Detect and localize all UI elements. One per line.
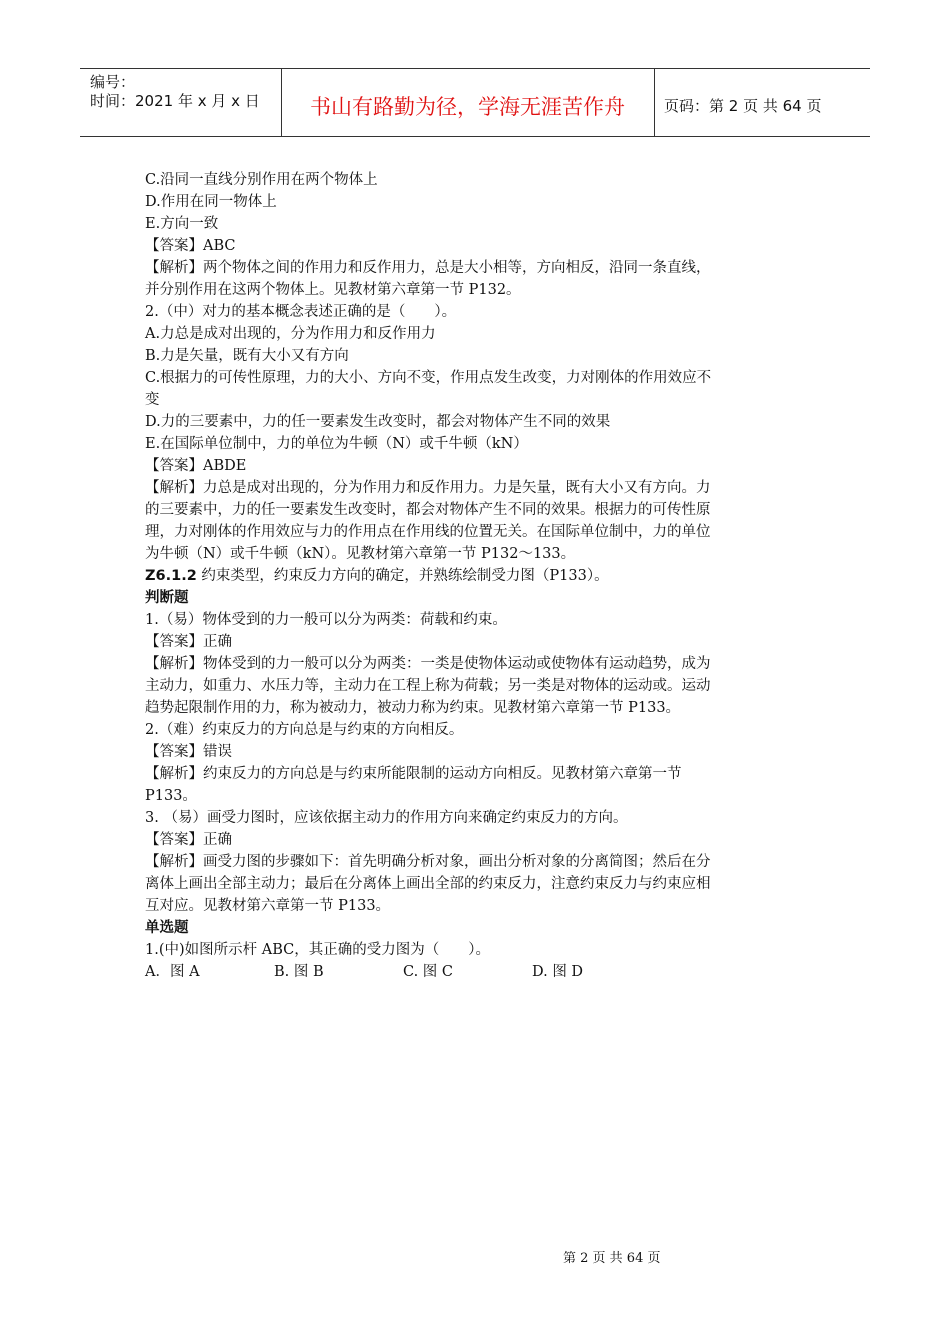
answer-option: B. 图 B (274, 964, 324, 980)
text-line: 【解析】物体受到的力一般可以分为两类：一类是使物体运动或使物体有运动趋势，成为 (145, 656, 711, 672)
text-line: D.作用在同一物体上 (145, 194, 277, 210)
text-line: 2.（中）对力的基本概念表述正确的是（ ）。 (145, 304, 457, 320)
text-line: 3. （易）画受力图时，应该依据主动力的作用方向来确定约束反力的方向。 (145, 810, 628, 826)
text-line: E.在国际单位制中，力的单位为牛顿（N）或千牛顿（kN） (145, 436, 528, 452)
text-line: 为牛顿（N）或千牛顿（kN）。见教材第六章第一节 P132～133。 (145, 546, 576, 562)
text-line: E.方向一致 (145, 216, 219, 232)
answer-option: A．图 A (145, 964, 200, 980)
header-divider (654, 69, 655, 136)
text-line: 【答案】ABC (145, 238, 236, 254)
text-line: 【解析】两个物体之间的作用力和反作用力，总是大小相等，方向相反，沿同一条直线， (145, 260, 711, 276)
text-line: B.力是矢量，既有大小又有方向 (145, 348, 349, 364)
text-line: 【解析】画受力图的步骤如下：首先明确分析对象，画出分析对象的分离简图；然后在分 (145, 854, 711, 870)
text-line: 【解析】约束反力的方向总是与约束所能限制的运动方向相反。见教材第六章第一节 (145, 766, 682, 782)
text-line: 1.（易）物体受到的力一般可以分为两类：荷载和约束。 (145, 612, 507, 628)
text-line: Z6.1.2 约束类型，约束反力方向的确定，并熟练绘制受力图（P133）。 (145, 568, 609, 584)
text-line: 2.（难）约束反力的方向总是与约束的方向相反。 (145, 722, 464, 738)
text-line: 的三要素中，力的任一要素发生改变时，都会对物体产生不同的效果。根据力的可传性原 (145, 502, 711, 518)
text-line: 【答案】正确 (145, 634, 232, 650)
header-motto: 书山有路勤为径，学海无涯苦作舟 (310, 95, 625, 119)
page-footer: 第 2 页 共 64 页 (563, 1251, 661, 1266)
page-header (80, 68, 870, 137)
text-line: 互对应。见教材第六章第一节 P133。 (145, 898, 391, 914)
section-heading: 判断题 (145, 590, 189, 606)
text-line: 1.(中)如图所示杆 ABC，其正确的受力图为（ ）。 (145, 942, 490, 958)
section-code: Z6.1.2 (145, 568, 197, 584)
text-line: C.沿同一直线分别作用在两个物体上 (145, 172, 378, 188)
text-line: 【答案】ABDE (145, 458, 247, 474)
text-line: 【答案】正确 (145, 832, 232, 848)
answer-options (145, 961, 825, 983)
text-line: 理，力对刚体的作用效应与力的作用点在作用线的位置无关。在国际单位制中，力的单位 (145, 524, 711, 540)
page-indicator: 页码：第 2 页 共 64 页 (664, 97, 822, 115)
document-time: 时间：2021 年 x 月 x 日 (90, 92, 260, 110)
text-line: 变 (145, 392, 160, 408)
text-line: 主动力，如重力、水压力等，主动力在工程上称为荷载；另一类是对物体的运动或。运动 (145, 678, 711, 694)
text-line: 【答案】错误 (145, 744, 232, 760)
text-line: C.根据力的可传性原理，力的大小、方向不变，作用点发生改变，力对刚体的作用效应不 (145, 370, 712, 386)
answer-option: C. 图 C (403, 964, 453, 980)
document-body (145, 169, 825, 983)
text-line: D.力的三要素中，力的任一要素发生改变时，都会对物体产生不同的效果 (145, 414, 611, 430)
answer-option: D. 图 D (532, 964, 584, 980)
text-line: 并分别作用在这两个物体上。见教材第六章第一节 P132。 (145, 282, 521, 298)
text-line: A.力总是成对出现的，分为作用力和反作用力 (145, 326, 436, 342)
text-line: 趋势起限制作用的力，称为被动力，被动力称为约束。见教材第六章第一节 P133。 (145, 700, 681, 716)
text-line: 离体上画出全部主动力；最后在分离体上画出全部的约束反力，注意约束反力与约束应相 (145, 876, 711, 892)
section-heading: 单选题 (145, 920, 189, 936)
text-line: P133。 (145, 788, 197, 804)
text-line: 【解析】力总是成对出现的，分为作用力和反作用力。力是矢量，既有大小又有方向。力 (145, 480, 711, 496)
document-number: 编号： (90, 73, 136, 91)
